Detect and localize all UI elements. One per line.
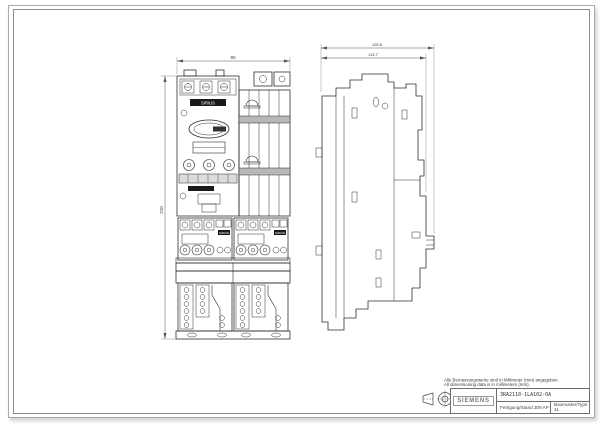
- wiring-block-left: [178, 283, 232, 331]
- din-rail-clip: [316, 148, 322, 157]
- dim-side-depth-total-value: 125.8: [371, 42, 383, 47]
- title-block-right: [497, 389, 589, 413]
- mount-tab: [184, 70, 196, 76]
- side-view: [316, 74, 434, 330]
- motor-starter-protector: [177, 76, 239, 216]
- din-rail-clip: [316, 246, 322, 255]
- title-block: [450, 388, 590, 414]
- top-right-block: [254, 72, 272, 86]
- siemens-logo: SIEMENS: [453, 396, 494, 406]
- wiring-block-right: [234, 283, 288, 331]
- contactor-left: [178, 218, 232, 260]
- dim-front-height-value: 210: [159, 206, 164, 214]
- manufacturer-logo-cell: [451, 389, 497, 413]
- drawing-number: 3RA2110-1LA102-0A: [497, 389, 589, 402]
- dim-side-depth-body-value: 113.7: [368, 52, 378, 57]
- dim-front-width-value: 90: [230, 55, 236, 60]
- dimension-front-height: [159, 76, 176, 339]
- base-plate: [176, 331, 290, 339]
- title-block-bottom-row: [497, 402, 589, 414]
- rotary-handle-side: [412, 232, 434, 245]
- dimension-side-depth-total: [321, 42, 434, 234]
- dimension-notes: [444, 379, 559, 388]
- side-profile: [322, 74, 434, 330]
- front-view: [176, 70, 290, 339]
- contactor-right: [234, 218, 288, 260]
- crossbar: [176, 258, 290, 283]
- note-line-german: Alle Bemassungswerte sind in Millimeter (mm) angegeben.: [444, 378, 559, 384]
- sirius-label-text: SIRIUS: [274, 231, 286, 235]
- rotary-handle: [189, 120, 229, 138]
- type-field: Baumuster/Type 11: [554, 402, 588, 413]
- mounting-adapter: [239, 90, 290, 216]
- sirius-label-text: SIRIUS: [201, 100, 215, 106]
- top-right-block: [274, 72, 290, 86]
- sirius-label-text: SIRIUS: [218, 231, 230, 235]
- status-field: Fertigung/Stand 309 AP: [497, 402, 551, 414]
- dimension-front-width: [177, 55, 290, 74]
- mount-tab: [216, 70, 224, 76]
- note-line-english: All dimensioning data is in millimeters (mm).: [444, 382, 530, 388]
- dimension-side-depth-body: [321, 52, 426, 192]
